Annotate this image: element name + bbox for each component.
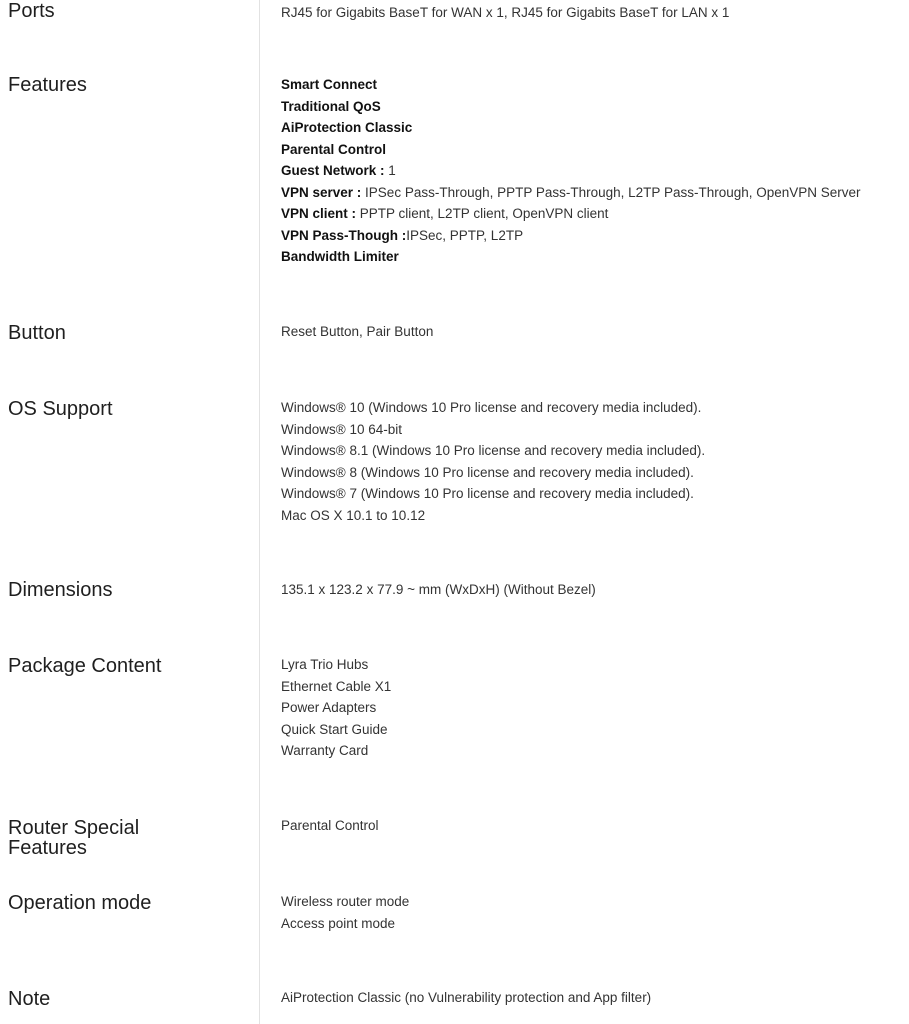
spec-label-note: Note xyxy=(8,988,51,1010)
feature-key: Bandwidth Limiter xyxy=(281,249,399,264)
feature-line xyxy=(281,182,901,204)
spec-label-router-special-features: Router Special Features xyxy=(8,817,140,859)
feature-val: 1 xyxy=(384,163,396,178)
feature-key: Traditional QoS xyxy=(281,98,381,114)
feature-val: IPSec, PPTP, L2TP xyxy=(406,227,524,243)
spec-line: Windows® 8 (Windows 10 Pro license and recovery media included). xyxy=(281,464,694,480)
spec-line: Windows® 8.1 (Windows 10 Pro license and recovery media included). xyxy=(281,443,706,458)
spec-line: Lyra Trio Hubs xyxy=(281,657,369,672)
spec-value-dimensions xyxy=(281,579,901,601)
column-divider xyxy=(259,0,260,1024)
spec-value-ports xyxy=(281,2,901,24)
spec-line: Windows® 10 (Windows 10 Pro license and recovery media included). xyxy=(281,400,702,415)
spec-value-operation-mode xyxy=(281,891,901,934)
spec-line: RJ45 for Gigabits BaseT for WAN x 1, RJ45 for Gigabits BaseT for LAN x 1 xyxy=(281,5,730,20)
feature-line xyxy=(281,74,901,96)
spec-line: Access point mode xyxy=(281,915,396,931)
spec-line: Mac OS X 10.1 to 10.12 xyxy=(281,507,426,523)
spec-label-operation-mode: Operation mode xyxy=(8,892,152,914)
spec-line: Power Adapters xyxy=(281,700,377,715)
feature-key: AiProtection Classic xyxy=(281,120,413,135)
spec-line: Windows® 7 (Windows 10 Pro license and recovery media included). xyxy=(281,486,694,501)
spec-label-package-content: Package Content xyxy=(8,655,162,677)
spec-line: 135.1 x 123.2 x 77.9 ~ mm (WxDxH) (Without Bezel) xyxy=(281,582,596,597)
spec-line: Wireless router mode xyxy=(281,894,410,909)
spec-value-os-support xyxy=(281,397,901,526)
feature-line xyxy=(281,96,901,118)
spec-line: Parental Control xyxy=(281,818,379,833)
feature-key: VPN server : xyxy=(281,184,362,200)
spec-line: AiProtection Classic (no Vulnerability protection and App filter) xyxy=(281,990,652,1005)
spec-value-note xyxy=(281,987,901,1009)
spec-label-ports: Ports xyxy=(8,0,55,22)
feature-line xyxy=(281,117,901,139)
spec-value-features xyxy=(281,74,901,268)
feature-key: Guest Network : xyxy=(281,163,385,178)
spec-line: Warranty Card xyxy=(281,743,369,758)
spec-label-features: Features xyxy=(8,74,87,96)
feature-val: IPSec Pass-Through, PPTP Pass-Through, L2TP Pass-Through, OpenVPN Server xyxy=(361,184,861,200)
feature-line xyxy=(281,139,901,161)
feature-key: VPN client : xyxy=(281,206,357,221)
spec-line: Reset Button, Pair Button xyxy=(281,324,434,339)
spec-label-dimensions: Dimensions xyxy=(8,579,113,601)
feature-line xyxy=(281,160,901,182)
feature-line xyxy=(281,203,901,225)
spec-line: Quick Start Guide xyxy=(281,721,388,737)
spec-line: Ethernet Cable X1 xyxy=(281,678,392,694)
feature-line xyxy=(281,225,901,247)
spec-value-button xyxy=(281,321,901,343)
feature-line xyxy=(281,246,901,268)
spec-line: Windows® 10 64-bit xyxy=(281,421,402,437)
spec-value-package-content xyxy=(281,654,901,762)
feature-key: VPN Pass-Though : xyxy=(281,227,407,243)
feature-val: PPTP client, L2TP client, OpenVPN client xyxy=(356,206,609,221)
spec-value-router-special-features xyxy=(281,815,901,837)
spec-label-button: Button xyxy=(8,322,66,344)
spec-label-os-support: OS Support xyxy=(8,398,113,420)
feature-key: Parental Control xyxy=(281,141,387,157)
feature-key: Smart Connect xyxy=(281,77,378,92)
